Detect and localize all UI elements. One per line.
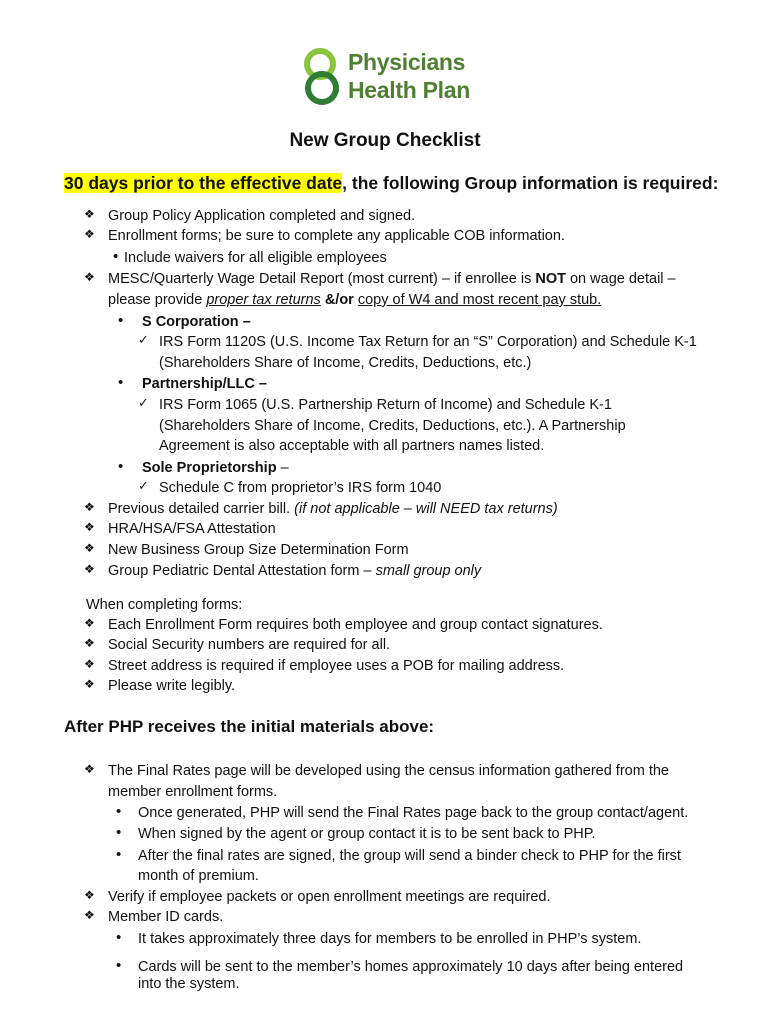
list-item (108, 499, 558, 519)
italic-text: (if not applicable – will NEED tax returns) (294, 501, 558, 517)
list-item: It takes approximately three days for members to be enrolled in PHP’s system. (138, 931, 642, 947)
list-item-continued: (Shareholders Share of Income, Credits, Deductions, etc.). A Partnership (159, 418, 626, 434)
list-item: After the final rates are signed, the group will send a binder check to PHP for the first (138, 848, 681, 864)
text: – (276, 460, 289, 476)
logo-mark-icon (300, 44, 344, 110)
list-item: New Business Group Size Determination Form (108, 542, 409, 558)
text: Group Pediatric Dental Attestation form – (108, 563, 376, 579)
list-item-continued (108, 290, 601, 310)
list-item (108, 561, 481, 581)
underlined-text: proper tax returns (206, 292, 321, 308)
list-item-continued: into the system. (138, 976, 240, 992)
bullet-icon: • (116, 957, 122, 974)
bullet-icon: • (116, 846, 122, 863)
bullet-icon: • (118, 458, 124, 475)
diamond-bullet-icon: ❖ (84, 762, 95, 776)
bullet-icon: • (116, 803, 122, 820)
list-item: Enrollment forms; be sure to complete any applicable COB information. (108, 228, 565, 244)
underlined-text: copy of W4 and most recent pay stub. (357, 292, 602, 308)
diamond-bullet-icon: ❖ (84, 500, 95, 514)
bold-text: Sole Proprietorship (142, 460, 277, 476)
section-2-heading: After PHP receives the initial materials above: (64, 717, 435, 736)
list-item-continued: month of premium. (138, 868, 259, 884)
checkmark-icon: ✓ (138, 478, 149, 493)
italic-text: small group only (375, 563, 482, 579)
highlighted-deadline: 30 days prior to the effective date (64, 173, 343, 193)
list-item: Once generated, PHP will send the Final Rates page back to the group contact/agent. (138, 805, 689, 821)
list-item-continued: Agreement is also acceptable with all partners names listed. (159, 438, 545, 454)
list-item: Include waivers for all eligible employees (124, 250, 387, 266)
list-item: Group Policy Application completed and signed. (108, 208, 416, 224)
section-1-heading (64, 173, 718, 194)
bullet-icon: • (113, 248, 119, 265)
list-item: HRA/HSA/FSA Attestation (108, 521, 276, 537)
list-item: Verify if employee packets or open enrollment meetings are required. (108, 889, 551, 905)
checkmark-icon: ✓ (138, 395, 149, 410)
diamond-bullet-icon: ❖ (84, 888, 95, 902)
bullet-icon: • (118, 374, 124, 391)
logo-text (348, 48, 470, 104)
list-item: When signed by the agent or group contact it is to be sent back to PHP. (138, 826, 596, 842)
diamond-bullet-icon: ❖ (84, 616, 95, 630)
list-item: IRS Form 1065 (U.S. Partnership Return of Income) and Schedule K-1 (159, 397, 612, 413)
diamond-bullet-icon: ❖ (84, 541, 95, 555)
bullet-icon: • (116, 824, 122, 841)
list-item: Each Enrollment Form requires both employee and group contact signatures. (108, 617, 603, 633)
diamond-bullet-icon: ❖ (84, 562, 95, 576)
list-item: Schedule C from proprietor’s IRS form 1040 (159, 480, 442, 496)
list-item: Member ID cards. (108, 909, 224, 925)
list-item-continued: member enrollment forms. (108, 784, 278, 800)
diamond-bullet-icon: ❖ (84, 520, 95, 534)
list-item (108, 269, 676, 289)
list-item: S Corporation – (142, 314, 251, 330)
list-item (142, 458, 289, 478)
emphasis: &/or (320, 292, 358, 308)
list-item: Cards will be sent to the member’s homes approximately 10 days after being entered (138, 959, 684, 975)
bullet-icon: • (116, 929, 122, 946)
checkmark-icon: ✓ (138, 332, 149, 347)
list-item: IRS Form 1120S (U.S. Income Tax Return for an “S” Corporation) and Schedule K-1 (159, 334, 697, 350)
list-item: Partnership/LLC – (142, 376, 267, 392)
logo-line-2: Health Plan (348, 77, 470, 103)
text: Previous detailed carrier bill. (108, 501, 295, 517)
diamond-bullet-icon: ❖ (84, 908, 95, 922)
diamond-bullet-icon: ❖ (84, 636, 95, 650)
forms-intro: When completing forms: (86, 597, 243, 613)
text: please provide (108, 292, 207, 308)
diamond-bullet-icon: ❖ (84, 657, 95, 671)
text: on wage detail – (565, 271, 676, 287)
physicians-health-plan-logo (300, 44, 500, 110)
list-item: Social Security numbers are required for all. (108, 637, 391, 653)
diamond-bullet-icon: ❖ (84, 270, 95, 284)
bullet-icon: • (118, 312, 124, 329)
list-item: Please write legibly. (108, 678, 236, 694)
logo-line-1: Physicians (348, 49, 466, 75)
section-1-heading-rest: , the following Group information is required: (342, 173, 719, 193)
text: MESC/Quarterly Wage Detail Report (most current) – if enrollee is (108, 271, 536, 287)
list-item-continued: (Shareholders Share of Income, Credits, Deductions, etc.) (159, 355, 532, 371)
list-item: The Final Rates page will be developed using the census information gathered from the (108, 763, 669, 779)
page-title: New Group Checklist (289, 130, 481, 151)
diamond-bullet-icon: ❖ (84, 677, 95, 691)
emphasis-not: NOT (535, 271, 566, 287)
list-item: Street address is required if employee uses a POB for mailing address. (108, 658, 565, 674)
diamond-bullet-icon: ❖ (84, 227, 95, 241)
diamond-bullet-icon: ❖ (84, 207, 95, 221)
